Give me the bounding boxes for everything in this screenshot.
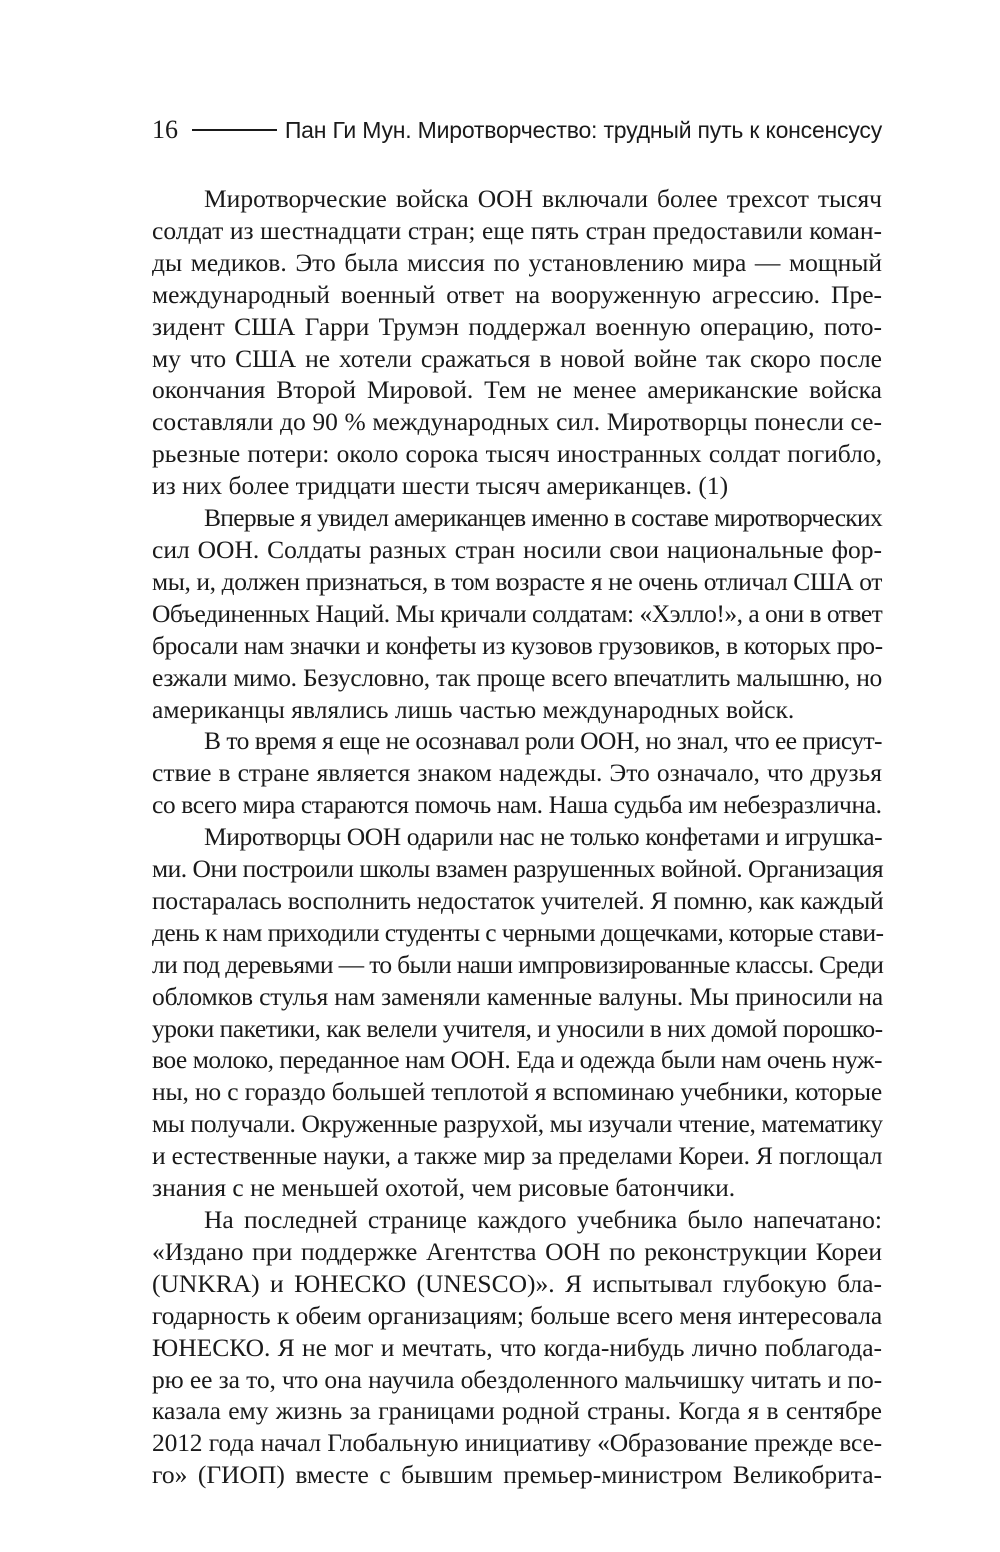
text-line: и естественные науки, а также мир за пределами Кореи. Я поглощал xyxy=(152,1141,883,1171)
text-line: «Издано при поддержке Агентства ООН по реконструкции Кореи xyxy=(152,1236,882,1266)
text-line: бросали нам значки и конфеты из кузовов грузовиков, в которых про- xyxy=(152,630,883,660)
text-line: международный военный ответ на вооруженную агрессию. Пре- xyxy=(152,279,882,309)
text-line: рьезные потери: около сорока тысяч иностранных солдат погибло, xyxy=(152,439,882,469)
text-line: американцы являлись лишь частью международных войск. xyxy=(152,694,795,724)
text-line: Впервые я увидел американцев именно в составе миротворческих xyxy=(204,503,882,533)
text-line: го» (ГИОП) вместе с бывшим премьер-министром Великобрита- xyxy=(152,1460,882,1490)
text-line: солдат из шестнадцати стран; еще пять стран предоставили коман- xyxy=(152,215,882,245)
text-line: казала ему жизнь за границами родной страны. Когда я в сентябре xyxy=(152,1396,882,1426)
text-line: мы получали. Окруженные разрухой, мы изучали чтение, математику xyxy=(152,1109,883,1139)
text-line: знания с не меньшей охотой, чем рисовые батончики. xyxy=(152,1173,736,1203)
paragraph-4 xyxy=(152,821,882,1204)
text-line: му что США не хотели сражаться в новой войне так скоро после xyxy=(152,343,882,373)
text-line: (UNKRA) и ЮНЕСКО (UNESCO)». Я испытывал глубокую бла- xyxy=(152,1268,882,1298)
text-line: Объединенных Наций. Мы кричали солдатам: «Хэлло!», а они в ответ xyxy=(152,598,883,628)
text-line: В то время я еще не осознавал роли ООН, но знал, что ее присут- xyxy=(204,726,882,756)
text-line: Миротворцы ООН одарили нас не только конфетами и игрушка- xyxy=(204,822,883,852)
running-head xyxy=(152,112,882,148)
text-line: ны, но с гораздо большей теплотой я вспоминаю учебники, которые xyxy=(152,1077,883,1107)
text-line: составляли до 90 % международных сил. Миротворцы понесли се- xyxy=(152,407,882,437)
text-line: из них более тридцати шести тысяч американцев. (1) xyxy=(152,471,729,501)
paragraph-5 xyxy=(152,1204,882,1491)
text-line: ЮНЕСКО. Я не мог и мечтать, что когда-нибудь лично поблагода- xyxy=(152,1332,882,1362)
text-line: годарность к обеим организациям; больше всего меня интересовала xyxy=(152,1300,882,1330)
paragraph-1 xyxy=(152,183,882,502)
text-line: постаралась восполнить недостаток учителей. Я помню, как каждый xyxy=(152,885,884,915)
text-line: ли под деревьями — то были наши импровизированные классы. Среди xyxy=(152,949,884,979)
text-line: уроки пакетики, как велели учителя, и уносили в них домой порошко- xyxy=(152,1013,883,1043)
text-line: день к нам приходили студенты с черными дощечками, которые стави- xyxy=(152,917,884,947)
running-title: Пан Ги Мун. Миротворчество: трудный путь к консенсусу xyxy=(284,116,882,143)
text-line: вое молоко, переданное нам ООН. Еда и одежда были нам очень нуж- xyxy=(152,1045,882,1075)
text-line: зидент США Гарри Трумэн поддержал военную операцию, пото- xyxy=(152,311,882,341)
text-line: На последней странице каждого учебника было напечатано: xyxy=(204,1205,882,1234)
body-text xyxy=(152,183,882,1491)
text-line: рю ее за то, что она научила обездоленного мальчишку читать и по- xyxy=(152,1364,882,1394)
text-line: ды медиков. Это была миссия по установлению мира — мощный xyxy=(152,247,882,277)
header-rule xyxy=(192,129,277,131)
page-number: 16 xyxy=(152,115,178,144)
text-line: 2012 года начал Глобальную инициативу «Образование прежде все- xyxy=(152,1428,882,1458)
text-line: сил ООН. Солдаты разных стран носили свои национальные фор- xyxy=(152,534,882,564)
text-line: мы, и, должен признаться, в том возрасте я не очень отличал США от xyxy=(152,566,882,596)
paragraph-3 xyxy=(152,725,882,821)
paragraph-2 xyxy=(152,502,882,725)
text-line: езжали мимо. Безусловно, так проще всего впечатлить малышню, но xyxy=(152,662,882,692)
text-line: ствие в стране является знаком надежды. Это означало, что друзья xyxy=(152,758,882,788)
text-line: обломков стулья нам заменяли каменные валуны. Мы приносили на xyxy=(152,981,884,1011)
text-line: ми. Они построили школы взамен разрушенных войной. Организация xyxy=(152,854,884,884)
text-line: Миротворческие войска ООН включали более трехсот тысяч xyxy=(204,184,882,213)
text-line: со всего мира стараются помочь нам. Наша судьба им небезразлична. xyxy=(152,790,882,820)
text-line: окончания Второй Мировой. Тем не менее американские войска xyxy=(152,375,882,405)
